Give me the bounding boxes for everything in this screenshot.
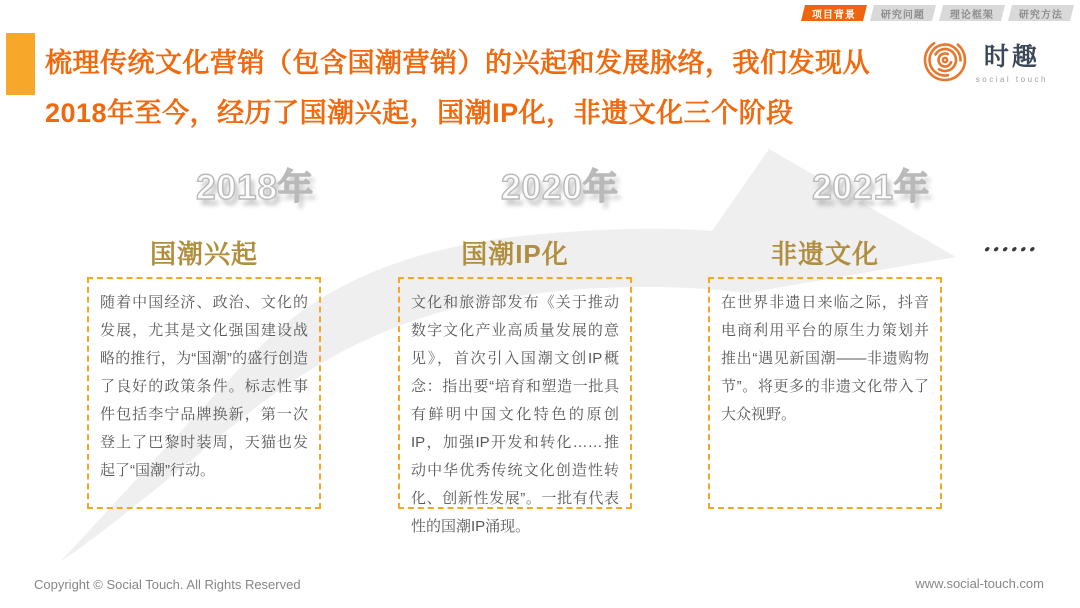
timeline-year-2021: 2021年 — [812, 168, 930, 207]
logo-subtitle: social touch — [975, 74, 1048, 84]
tab-label: 理论框架 — [950, 9, 994, 21]
tab-project-background[interactable] — [801, 5, 867, 21]
brand-logo — [921, 36, 1048, 84]
page-title — [45, 38, 895, 138]
tab-label: 研究问题 — [881, 9, 925, 21]
tab-research-question[interactable] — [870, 5, 936, 21]
more-dots-icon: ●●●●●● — [981, 244, 1041, 255]
tab-theory-framework[interactable] — [939, 5, 1005, 21]
tab-research-method[interactable] — [1008, 5, 1074, 21]
top-nav — [803, 5, 1072, 21]
tab-label: 项目背景 — [812, 9, 856, 21]
stage-description-box-2018: 随着中国经济、政治、文化的发展，尤其是文化强国建设战略的推行，为“国潮”的盛行创造了良好的政策条件。标志性事件包括李宁品牌换新，第一次登上了巴黎时装周，天猫也发起了“国潮”行动。 — [87, 277, 321, 509]
stage-title-guochao-ip: 国潮IP化 — [461, 239, 569, 269]
page-title-line2: 2018年至今，经历了国潮兴起，国潮IP化，非遗文化三个阶段 — [45, 98, 794, 128]
timeline-year-2018: 2018年 — [196, 168, 314, 207]
page-title-line1: 梳理传统文化营销（包含国潮营销）的兴起和发展脉络，我们发现从 — [45, 48, 870, 78]
footer-website: www.social-touch.com — [915, 576, 1044, 591]
stage-title-guochao-rise: 国潮兴起 — [149, 239, 258, 269]
accent-block — [6, 33, 35, 95]
spiral-logo-icon — [921, 36, 969, 84]
tab-label: 研究方法 — [1019, 9, 1063, 21]
stage-description-box-2021: 在世界非遗日来临之际，抖音电商利用平台的原生力策划并推出“遇见新国潮——非遗购物节”。将更多的非遗文化带入了大众视野。 — [708, 277, 942, 509]
footer-copyright: Copyright © Social Touch. All Rights Reserved — [34, 577, 301, 592]
logo-name: 时趣 — [983, 42, 1040, 71]
timeline-year-2020: 2020年 — [501, 168, 619, 207]
stage-title-intangible-heritage: 非遗文化 — [770, 239, 879, 269]
stage-description-box-2020: 文化和旅游部发布《关于推动数字文化产业高质量发展的意见》，首次引入国潮文创IP概念：指出要“培育和塑造一批具有鲜明中国文化特色的原创IP，加强IP开发和转化……推动中华优秀传统文化创造性转化、创新性发展”。一批有代表性的国潮IP涌现。 — [398, 277, 632, 509]
